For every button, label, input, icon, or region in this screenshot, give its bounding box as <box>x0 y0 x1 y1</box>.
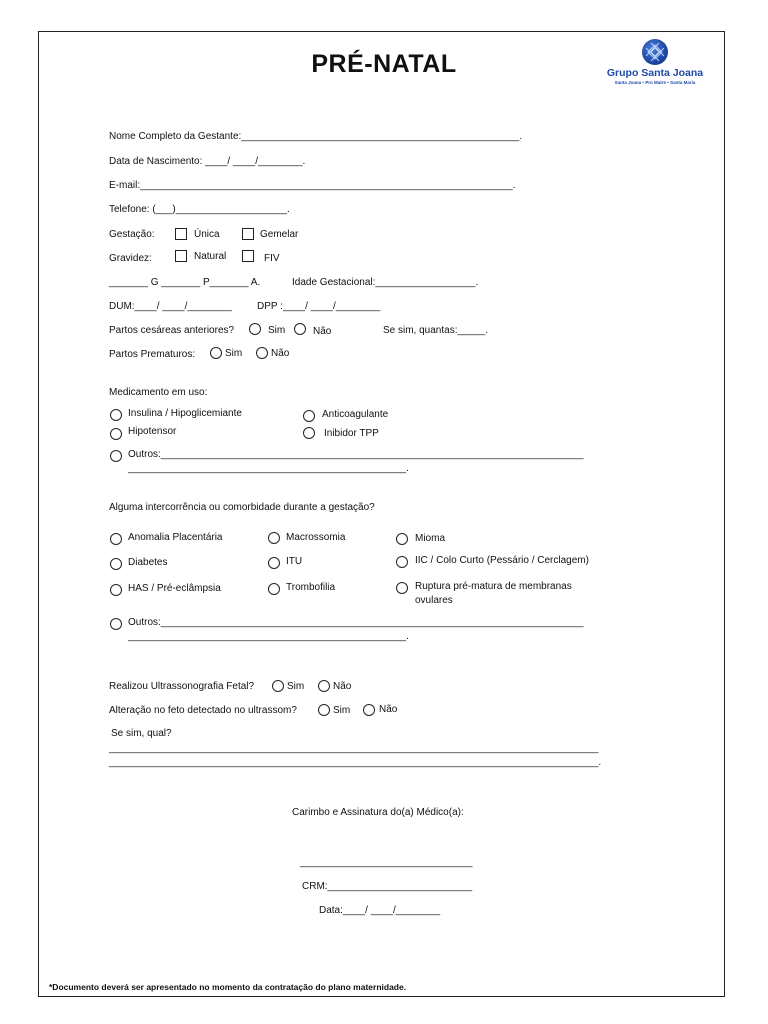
field-crm[interactable]: CRM:__________________________ <box>302 881 473 892</box>
label-fiv: FIV <box>264 253 280 264</box>
gestacao-label: Gestação: <box>109 229 155 240</box>
radio-ultrassom-nao[interactable] <box>318 680 330 692</box>
field-email[interactable]: E-mail:___________________________________________________________________. <box>109 180 516 191</box>
label-alteracao-nao: Não <box>379 704 398 715</box>
alteracao-feto-label: Alteração no feto detectado no ultrassom? <box>109 705 297 716</box>
footnote: *Documento deverá ser apresentado no momento da contratação do plano maternidade. <box>49 982 407 992</box>
field-intercorrencia-outros-line2[interactable]: __________________________________________________. <box>128 631 409 642</box>
partos-cesareas-label: Partos cesáreas anteriores? <box>109 325 235 336</box>
medicamento-label: Medicamento em uso: <box>109 387 208 398</box>
radio-inibidor-tpp[interactable] <box>303 427 315 439</box>
page-title: PRÉ-NATAL <box>311 50 457 78</box>
field-dpp[interactable]: DPP :____/ ____/________ <box>257 301 381 312</box>
field-data-nascimento[interactable]: Data de Nascimento: ____/ ____/________. <box>109 156 306 167</box>
label-has-pre-eclampsia: HAS / Pré-eclâmpsia <box>128 583 221 594</box>
field-se-sim-qual-line1[interactable]: ________________________________________________________________________________________ <box>109 743 599 754</box>
label-ultrassom-nao: Não <box>333 681 352 692</box>
label-anomalia-placentaria: Anomalia Placentária <box>128 532 223 543</box>
radio-itu[interactable] <box>268 557 280 569</box>
radio-has-pre-eclampsia[interactable] <box>110 584 122 596</box>
label-mioma: Mioma <box>415 533 446 544</box>
signature-line[interactable]: _______________________________ <box>300 857 473 868</box>
radio-macrossomia[interactable] <box>268 532 280 544</box>
label-cesareas-nao: Não <box>313 326 332 337</box>
label-prematuros-sim: Sim <box>225 348 243 359</box>
radio-cesareas-nao[interactable] <box>294 323 306 335</box>
label-trombofilia: Trombofilia <box>286 582 336 593</box>
label-alteracao-sim: Sim <box>333 705 351 716</box>
label-diabetes: Diabetes <box>128 557 168 568</box>
ultrassom-realizou-label: Realizou Ultrassonografia Fetal? <box>109 681 255 692</box>
checkbox-natural[interactable] <box>175 250 187 262</box>
radio-hipotensor[interactable] <box>110 428 122 440</box>
label-ruptura-membranas-line2: ovulares <box>415 595 453 606</box>
checkbox-gemelar[interactable] <box>242 228 254 240</box>
carimbo-assinatura-label: Carimbo e Assinatura do(a) Médico(a): <box>292 807 464 818</box>
logo-name: Grupo Santa Joana <box>606 67 704 79</box>
label-itu: ITU <box>286 556 303 567</box>
se-sim-qual-label: Se sim, qual? <box>111 728 172 739</box>
field-se-sim-qual-line2[interactable]: ________________________________________________________________________________________. <box>109 757 602 768</box>
field-telefone[interactable]: Telefone: (___)____________________. <box>109 204 290 215</box>
radio-iic-colo-curto[interactable] <box>396 556 408 568</box>
radio-ultrassom-sim[interactable] <box>272 680 284 692</box>
field-se-sim-quantas[interactable]: Se sim, quantas:_____. <box>383 325 489 336</box>
field-nome[interactable]: Nome Completo da Gestante:__________________________________________________. <box>109 131 523 142</box>
page-border <box>38 31 725 997</box>
label-gemelar: Gemelar <box>260 229 299 240</box>
partos-prematuros-label: Partos Prematuros: <box>109 349 196 360</box>
label-unica: Única <box>194 229 220 240</box>
label-ultrassom-sim: Sim <box>287 681 305 692</box>
label-inibidor-tpp: Inibidor TPP <box>324 428 379 439</box>
radio-mioma[interactable] <box>396 533 408 545</box>
gravidez-label: Gravidez: <box>109 253 152 264</box>
logo-subtitle: Santa Joana • Pro Matre • Santa Maria <box>614 80 696 85</box>
radio-intercorrencia-outros[interactable] <box>110 618 122 630</box>
label-natural: Natural <box>194 251 227 262</box>
radio-diabetes[interactable] <box>110 558 122 570</box>
field-dum[interactable]: DUM:____/ ____/________ <box>109 301 232 312</box>
intercorrencia-label: Alguma intercorrência ou comorbidade durante a gestação? <box>109 502 375 513</box>
radio-cesareas-sim[interactable] <box>249 323 261 335</box>
field-gpa[interactable]: _______ G _______ P_______ A. <box>109 277 261 288</box>
radio-ruptura-membranas[interactable] <box>396 582 408 594</box>
radio-insulina[interactable] <box>110 409 122 421</box>
field-intercorrencia-outros[interactable]: Outros:____________________________________________________________________________ <box>128 617 584 628</box>
radio-trombofilia[interactable] <box>268 583 280 595</box>
radio-prematuros-sim[interactable] <box>210 347 222 359</box>
label-insulina: Insulina / Hipoglicemiante <box>128 408 242 419</box>
radio-anticoagulante[interactable] <box>303 410 315 422</box>
field-idade-gestacional[interactable]: Idade Gestacional:__________________. <box>292 277 479 288</box>
field-data-assinatura[interactable]: Data:____/ ____/________ <box>319 905 441 916</box>
field-medicamento-outros-line2[interactable]: __________________________________________________. <box>128 463 409 474</box>
radio-prematuros-nao[interactable] <box>256 347 268 359</box>
label-macrossomia: Macrossomia <box>286 532 346 543</box>
globe-icon <box>642 39 668 65</box>
label-cesareas-sim: Sim <box>268 325 286 336</box>
field-medicamento-outros[interactable]: Outros:____________________________________________________________________________ <box>128 449 584 460</box>
brand-logo <box>605 39 705 89</box>
label-ruptura-membranas: Ruptura pré-matura de membranas <box>415 581 572 592</box>
label-iic-colo-curto: IIC / Colo Curto (Pessário / Cerclagem) <box>415 555 589 566</box>
radio-medicamento-outros[interactable] <box>110 450 122 462</box>
label-hipotensor: Hipotensor <box>128 426 177 437</box>
radio-anomalia-placentaria[interactable] <box>110 533 122 545</box>
checkbox-fiv[interactable] <box>242 250 254 262</box>
checkbox-unica[interactable] <box>175 228 187 240</box>
label-anticoagulante: Anticoagulante <box>322 409 389 420</box>
label-prematuros-nao: Não <box>271 348 290 359</box>
radio-alteracao-sim[interactable] <box>318 704 330 716</box>
radio-alteracao-nao[interactable] <box>363 704 375 716</box>
